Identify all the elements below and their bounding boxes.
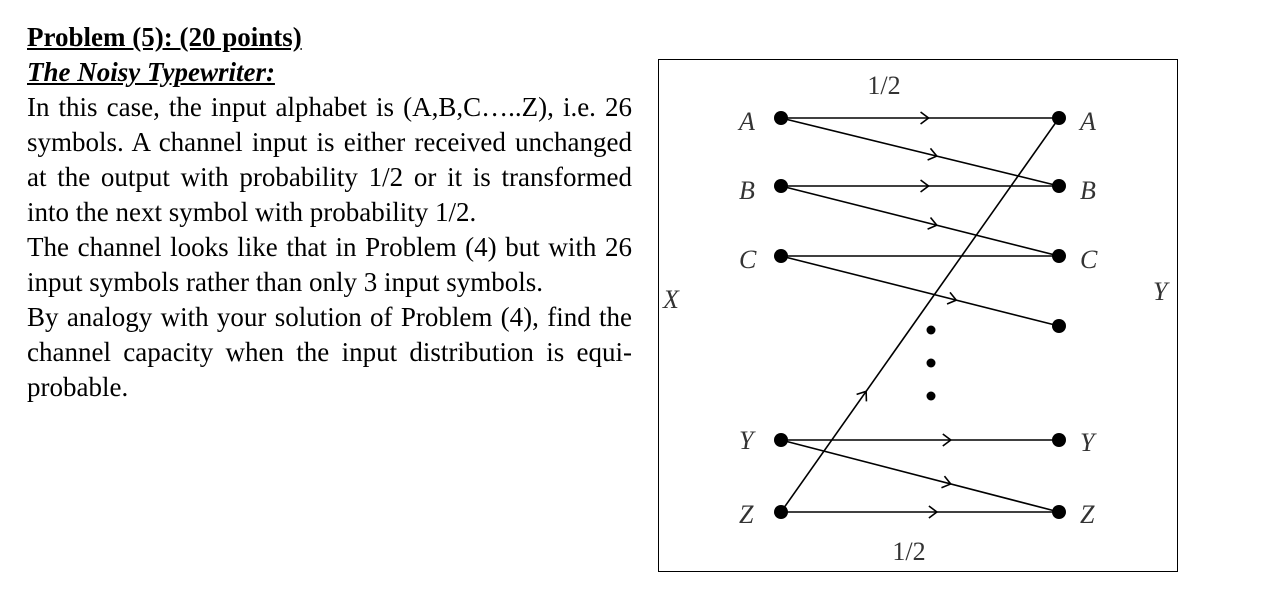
edge-b-to-c — [781, 186, 1059, 256]
noisy-typewriter-diagram — [658, 59, 1178, 572]
input-node-a — [774, 111, 788, 125]
input-symbol-a: A — [739, 107, 755, 136]
problem-subtitle: The Noisy Typewriter: — [27, 57, 275, 87]
problem-title: Problem (5): (20 points) — [27, 22, 302, 52]
output-node-y — [1052, 433, 1066, 447]
input-symbol-z: Z — [739, 500, 754, 529]
input-node-z — [774, 505, 788, 519]
edge-y-to-z — [781, 440, 1059, 512]
top-probability-label: 1/2 — [867, 71, 901, 100]
output-symbol-a: A — [1080, 107, 1096, 136]
output-node-a — [1052, 111, 1066, 125]
problem-paragraph-2: The channel looks like that in Problem (4) but with 26 input symbols rather than only 3 input symbols. — [27, 232, 632, 297]
input-node-b — [774, 179, 788, 193]
bottom-probability-label: 1/2 — [892, 537, 926, 566]
output-symbol-y: Y — [1080, 428, 1095, 457]
problem-text — [27, 20, 632, 405]
input-symbol-b: B — [739, 176, 755, 205]
output-axis-label: Y — [1153, 277, 1168, 306]
output-node-next — [1052, 319, 1066, 333]
ellipsis-dot-1 — [927, 326, 936, 335]
output-symbol-z: Z — [1080, 500, 1095, 529]
ellipsis-dot-2 — [927, 359, 936, 368]
channel-edges — [781, 112, 1059, 518]
output-node-c — [1052, 249, 1066, 263]
input-symbol-y: Y — [739, 426, 754, 455]
input-symbol-c: C — [739, 245, 757, 274]
channel-diagram-svg — [659, 60, 1179, 573]
input-axis-label: X — [663, 285, 679, 314]
ellipsis-dots — [927, 326, 936, 401]
input-node-c — [774, 249, 788, 263]
ellipsis-dot-3 — [927, 392, 936, 401]
input-node-y — [774, 433, 788, 447]
problem-paragraph-3: By analogy with your solution of Problem (4), find the channel capacity when the input distribution is equi-probable. — [27, 302, 632, 402]
output-symbol-b: B — [1080, 176, 1096, 205]
output-node-z — [1052, 505, 1066, 519]
output-node-b — [1052, 179, 1066, 193]
problem-paragraph-1: In this case, the input alphabet is (A,B,C…..Z), i.e. 26 symbols. A channel input is either received unchanged at the output with probability 1/2 or it is transformed into the next symbol with probability 1/2. — [27, 92, 632, 227]
output-symbol-c: C — [1080, 245, 1098, 274]
